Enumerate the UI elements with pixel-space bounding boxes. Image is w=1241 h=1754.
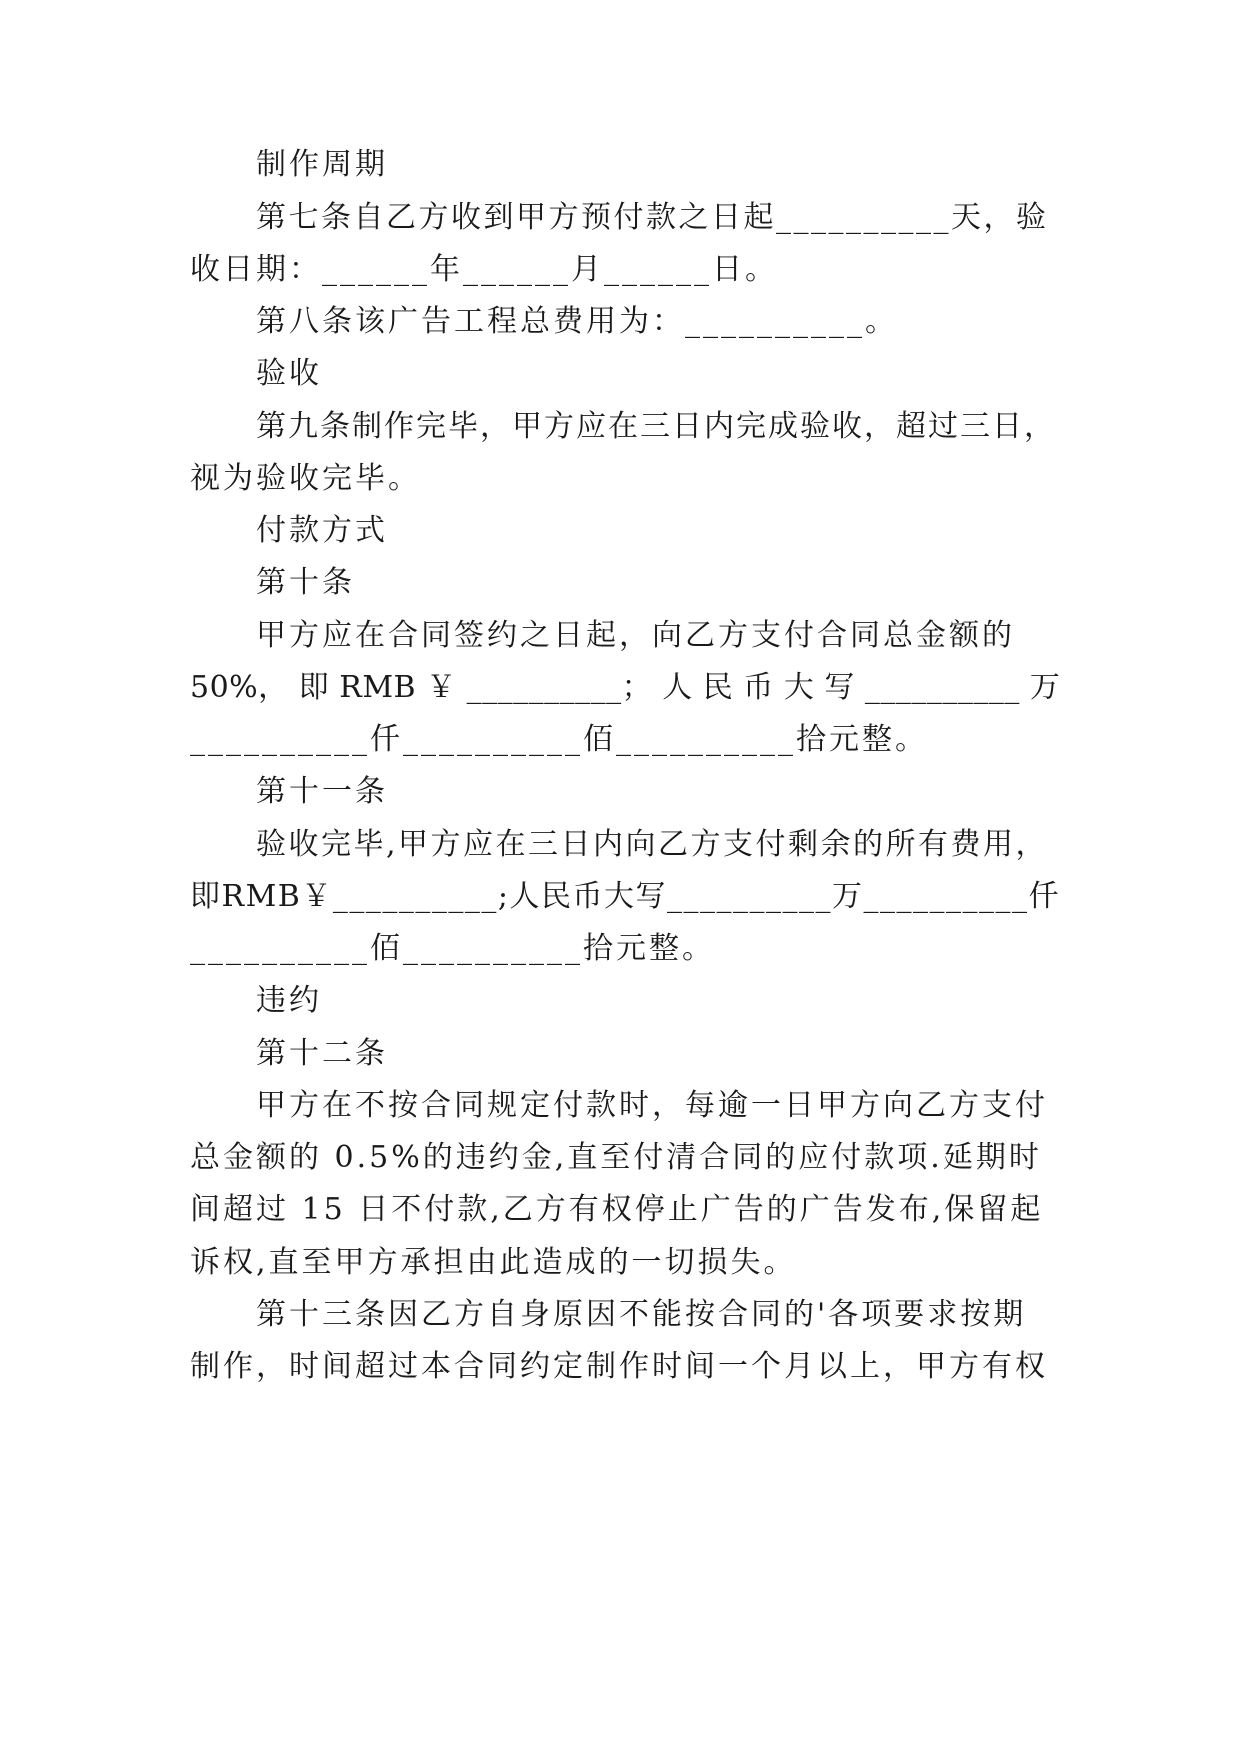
paragraph-line: __________仟__________佰__________拾元整。: [190, 722, 928, 757]
section-heading: 违约: [256, 983, 322, 1018]
paragraph-line: 第七条自乙方收到甲方预付款之日起__________天，验: [256, 200, 1049, 235]
paragraph-line: 甲方应在合同签约之日起，向乙方支付合同总金额的: [256, 618, 1015, 653]
paragraph-line: 即RMB￥__________;人民币大写__________万__________仟: [190, 879, 1060, 914]
paragraph-line: 第九条制作完毕，甲方应在三日内完成验收，超过三日，: [256, 409, 1056, 444]
section-heading: 付款方式: [256, 513, 388, 548]
paragraph-line: 制作，时间超过本合同约定制作时间一个月以上，甲方有权: [190, 1349, 1048, 1384]
paragraph-line: 第八条该广告工程总费用为：__________。: [256, 304, 898, 339]
article-heading: 第十一条: [256, 774, 388, 809]
paragraph-line: 50%， 即 RMB ￥ __________； 人 民 币 大 写 __________ 万: [190, 670, 1061, 705]
paragraph-line: 视为验收完毕。: [190, 461, 421, 496]
paragraph-line: 验收完毕,甲方应在三日内向乙方支付剩余的所有费用，: [256, 827, 1049, 862]
paragraph-line: 甲方在不按合同规定付款时，每逾一日甲方向乙方支付: [256, 1088, 1048, 1123]
section-heading: 验收: [256, 356, 322, 391]
article-heading: 第十二条: [256, 1036, 388, 1071]
paragraph-line: 收日期：______年______月______日。: [190, 252, 778, 287]
article-heading: 第十条: [256, 565, 355, 600]
paragraph-line: 总金额的 0.5%的违约金,直至付清合同的应付款项.延期时: [190, 1140, 1042, 1175]
paragraph-line: 诉权,直至甲方承担由此造成的一切损失。: [190, 1245, 797, 1280]
section-heading: 制作周期: [256, 147, 388, 182]
paragraph-line: 间超过 15 日不付款,乙方有权停止广告的广告发布,保留起: [190, 1192, 1044, 1227]
paragraph-line: __________佰__________拾元整。: [190, 931, 715, 966]
paragraph-line: 第十三条因乙方自身原因不能按合同的'各项要求按期: [256, 1297, 1027, 1332]
